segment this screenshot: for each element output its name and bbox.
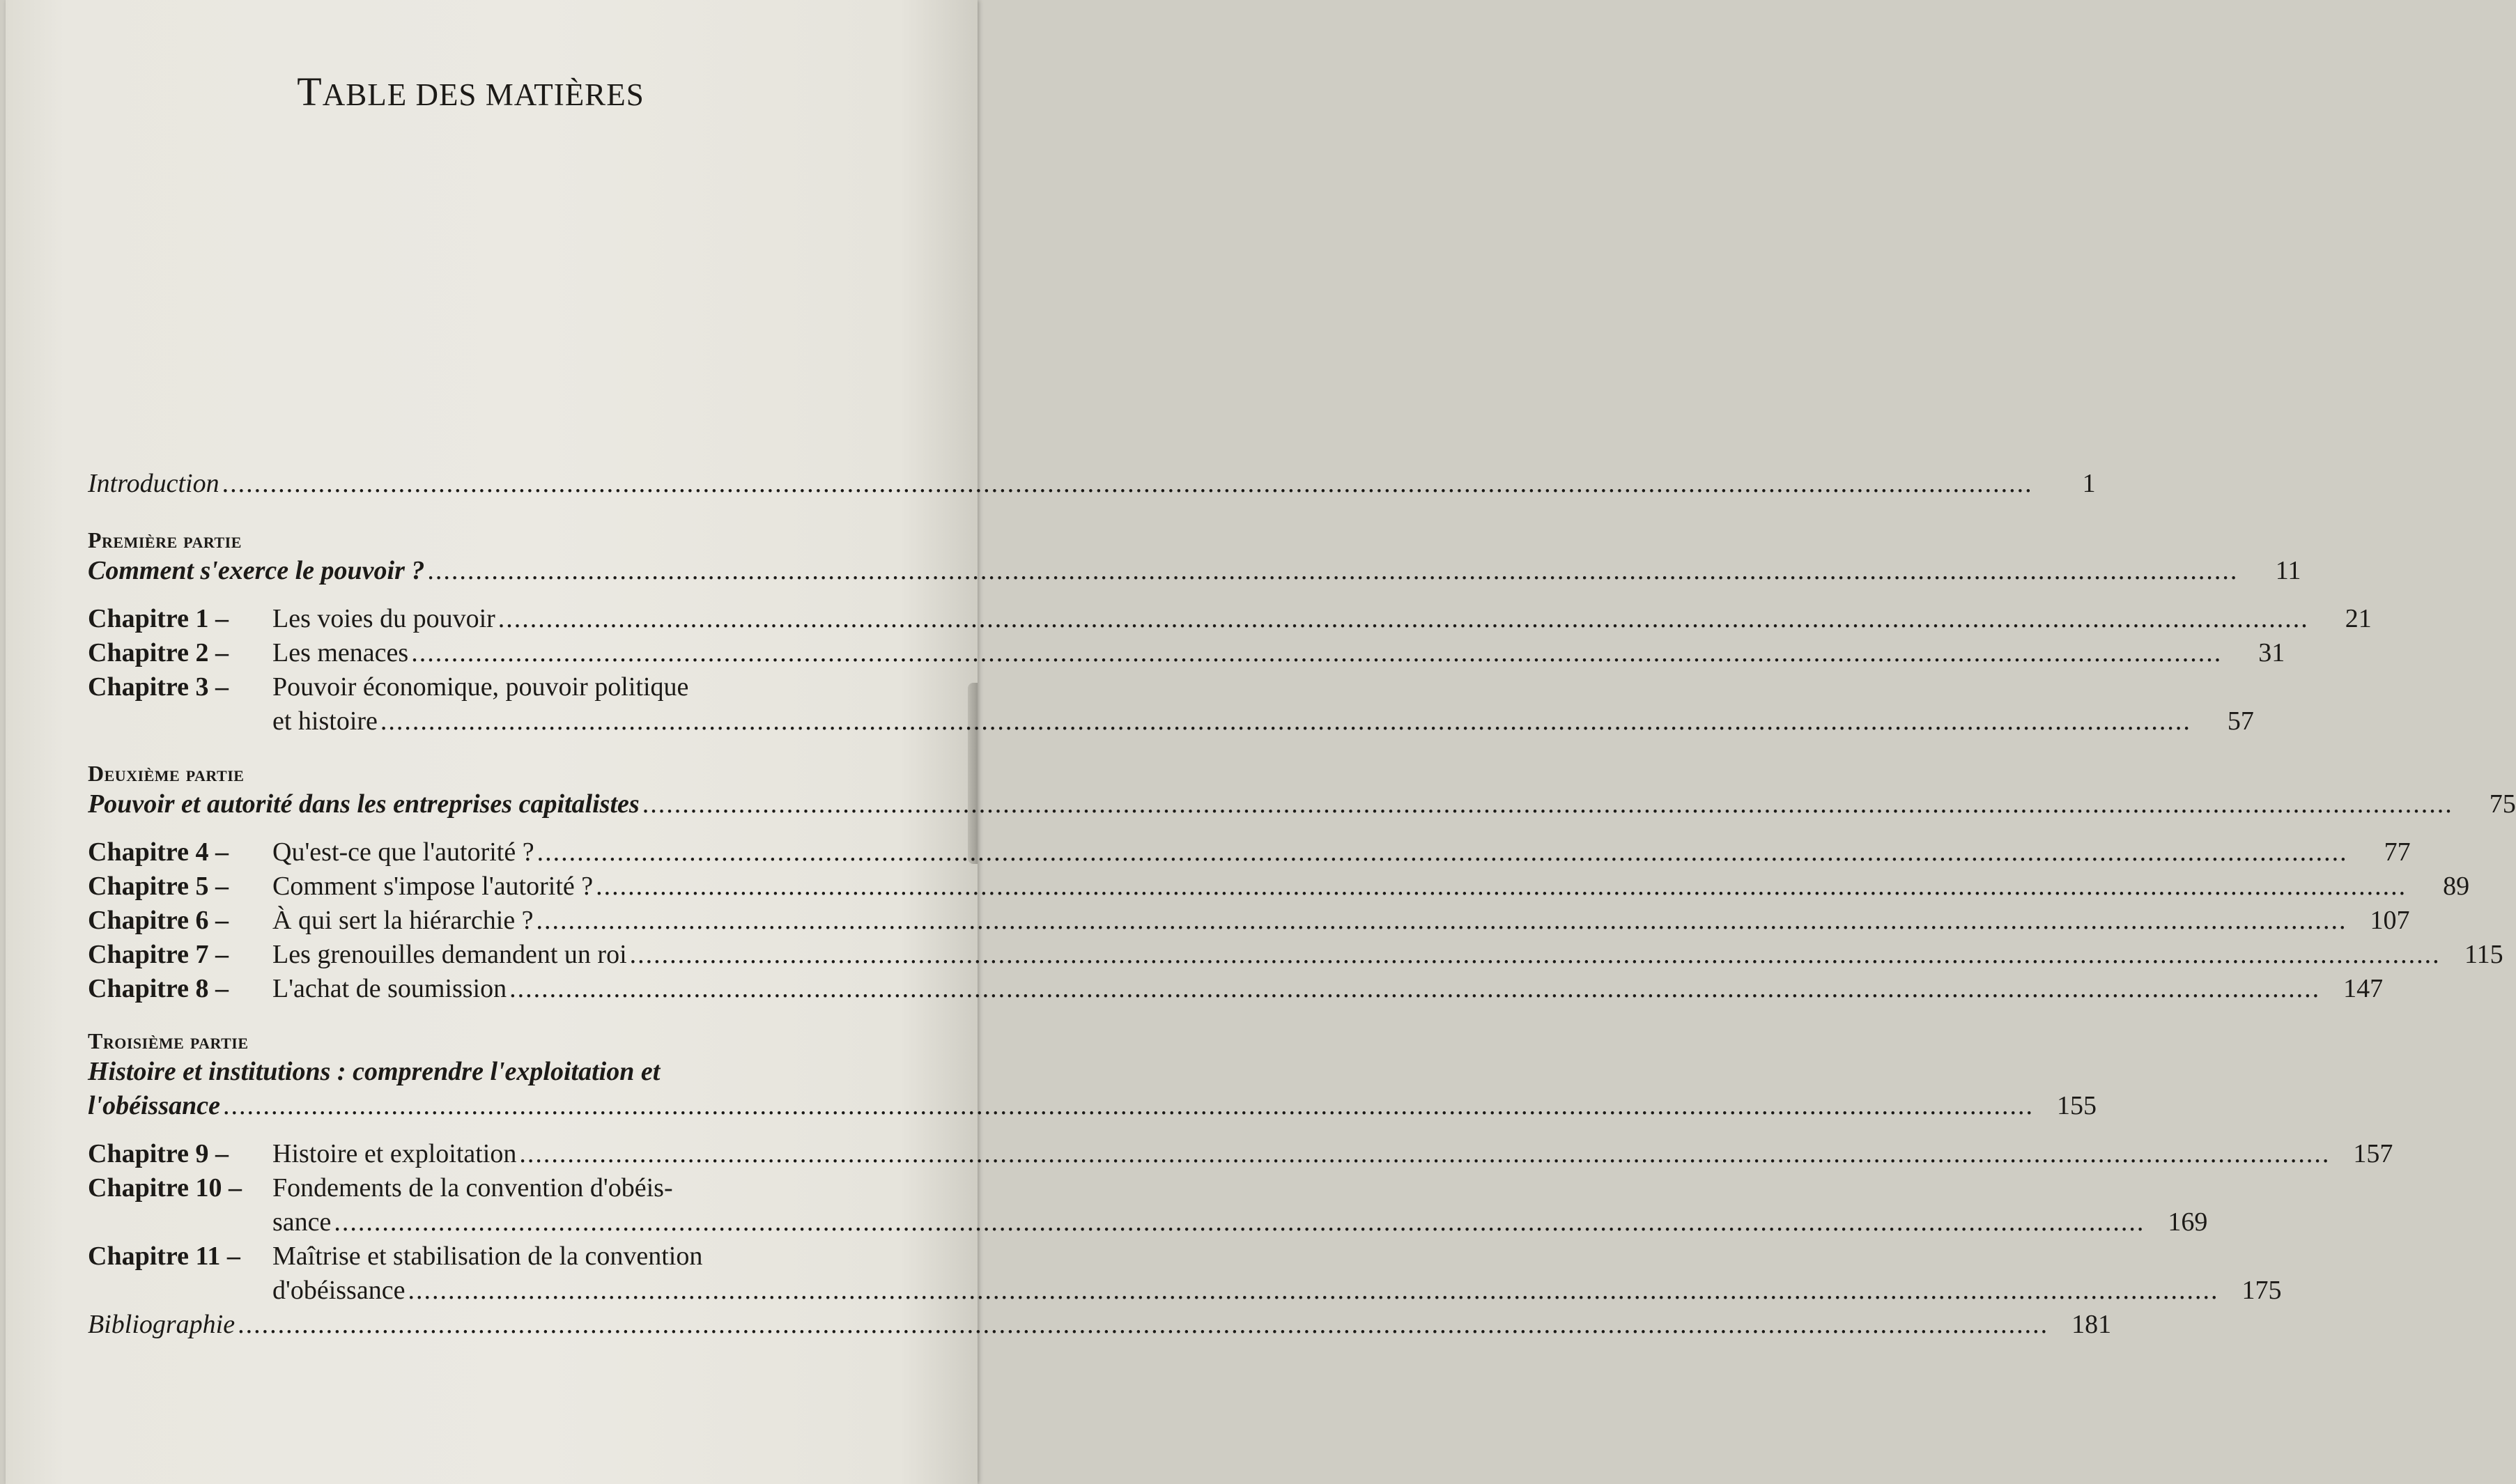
chapter-title: Les menaces	[272, 638, 409, 667]
chapter-number: Chapitre 9 –	[88, 1139, 229, 1168]
part-label: Première partie	[88, 527, 242, 552]
dot-leader	[223, 1089, 2034, 1123]
chapter-title-line-2: et histoire	[272, 706, 378, 736]
toc-entry-chapter-1[interactable]	[88, 602, 2372, 636]
page-number: 31	[2258, 638, 2285, 667]
dot-leader	[238, 1308, 2048, 1342]
page-number: 155	[2056, 1091, 2097, 1120]
chapter-number: Chapitre 5 –	[88, 872, 229, 901]
chapter-title: Les grenouilles demandent un roi	[272, 940, 627, 969]
toc-entry-part-3[interactable]	[88, 1055, 2097, 1123]
dot-leader	[630, 938, 2441, 972]
dot-leader	[509, 972, 2320, 1006]
dot-leader	[222, 467, 2033, 501]
chapter-title: Les voies du pouvoir	[272, 604, 495, 633]
introduction-label: Introduction	[88, 469, 219, 498]
page-number: 1	[2082, 469, 2096, 498]
toc-entry-chapter-4[interactable]	[88, 835, 2411, 869]
page-number: 57	[2227, 706, 2254, 736]
chapter-title: Histoire et exploitation	[272, 1139, 517, 1168]
dot-leader	[642, 787, 2453, 821]
page-number: 75	[2489, 789, 2516, 819]
page-number: 21	[2345, 604, 2372, 633]
chapter-number: Chapitre 3 –	[88, 672, 229, 702]
dot-leader	[596, 869, 2407, 904]
toc-entry-introduction[interactable]	[88, 467, 2096, 501]
page-number: 147	[2343, 974, 2384, 1003]
chapter-number: Chapitre 8 –	[88, 974, 229, 1003]
dot-leader	[498, 602, 2309, 636]
dot-leader	[427, 554, 2238, 588]
toc-entry-bibliography[interactable]	[88, 1308, 2112, 1342]
page-number: 115	[2464, 940, 2503, 969]
page-number: 175	[2241, 1276, 2282, 1305]
page-title: TABLE DES MATIÈRES	[297, 69, 645, 114]
toc-entry-chapter-11[interactable]	[88, 1239, 2282, 1308]
page-number: 107	[2370, 906, 2410, 935]
chapter-title-line-1: Maîtrise et stabilisation de la convention	[272, 1242, 703, 1271]
toc-entry-part-1[interactable]	[88, 554, 2301, 588]
toc-entry-chapter-9[interactable]	[88, 1137, 2393, 1171]
dot-leader	[411, 636, 2222, 670]
chapter-title-line-2: sance	[272, 1207, 332, 1237]
part-label: Troisième partie	[88, 1028, 249, 1053]
dot-leader	[408, 1274, 2218, 1308]
chapter-title: L'achat de soumission	[272, 974, 507, 1003]
part-title: Pouvoir et autorité dans les entreprises capitalistes	[88, 789, 640, 819]
chapter-number: Chapitre 6 –	[88, 906, 229, 935]
dot-leader	[519, 1137, 2330, 1171]
part-title: Comment s'exerce le pouvoir ?	[88, 556, 425, 585]
chapter-number: Chapitre 11 –	[88, 1242, 240, 1271]
toc-entry-chapter-2[interactable]	[88, 636, 2285, 670]
part-title-line-1: Histoire et institutions : comprendre l'exploitation et	[88, 1057, 661, 1086]
toc-entry-chapter-5[interactable]	[88, 869, 2470, 904]
chapter-title-line-1: Fondements de la convention d'obéis-	[272, 1173, 673, 1203]
chapter-title: Qu'est-ce que l'autorité ?	[272, 837, 534, 867]
chapter-number: Chapitre 7 –	[88, 940, 229, 969]
chapter-title-line-1: Pouvoir économique, pouvoir politique	[272, 672, 689, 702]
part-title-line-2: l'obéissance	[88, 1091, 220, 1120]
chapter-title: À qui sert la hiérarchie ?	[272, 906, 534, 935]
dot-leader	[537, 835, 2348, 869]
chapter-number: Chapitre 1 –	[88, 604, 229, 633]
part-label: Deuxième partie	[88, 761, 245, 786]
book-page	[6, 0, 2516, 1484]
page-number: 169	[2168, 1207, 2208, 1237]
chapter-title: Comment s'impose l'autorité ?	[272, 872, 594, 901]
toc-entry-part-2[interactable]	[88, 787, 2516, 821]
page-number: 181	[2071, 1310, 2112, 1339]
toc-entry-chapter-7[interactable]	[88, 938, 2503, 972]
table-of-contents	[88, 467, 2516, 1342]
chapter-number: Chapitre 4 –	[88, 837, 229, 867]
toc-entry-chapter-6[interactable]	[88, 904, 2410, 938]
chapter-number: Chapitre 2 –	[88, 638, 229, 667]
bibliography-label: Bibliographie	[88, 1310, 236, 1339]
toc-entry-chapter-10[interactable]	[88, 1171, 2208, 1239]
chapter-title-line-2: d'obéissance	[272, 1276, 406, 1305]
toc-entry-chapter-3[interactable]	[88, 670, 2254, 739]
page-number: 89	[2443, 872, 2470, 901]
toc-entry-chapter-8[interactable]	[88, 972, 2384, 1006]
chapter-number: Chapitre 10 –	[88, 1173, 242, 1203]
dot-leader	[380, 704, 2191, 739]
page-number: 77	[2384, 837, 2411, 867]
dot-leader	[537, 904, 2347, 938]
page-number: 157	[2353, 1139, 2393, 1168]
page-number: 11	[2275, 556, 2301, 585]
dot-leader	[334, 1205, 2145, 1239]
